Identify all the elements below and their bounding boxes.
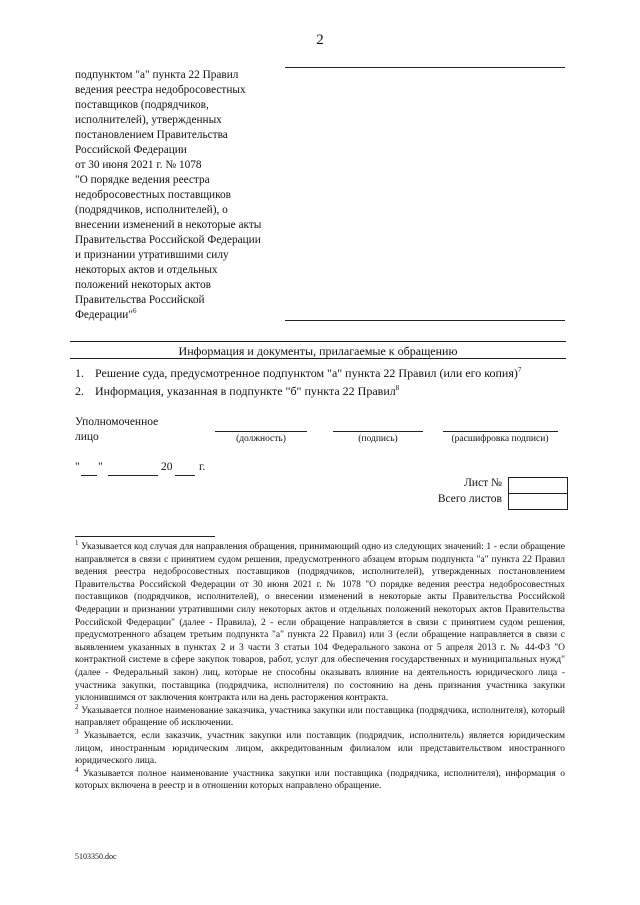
case-line: (подрядчиков, исполнителей), о	[75, 204, 228, 216]
position-caption: (должность)	[236, 434, 286, 444]
section-rule-top	[70, 341, 566, 342]
item-text: Решение суда, предусмотренное подпунктом "а" пункта 22 Правил (или его копия)	[95, 366, 518, 380]
footnotes	[75, 538, 566, 793]
total-sheets-box[interactable]	[508, 493, 568, 510]
footnote-mark: 4	[75, 765, 79, 774]
name-caption: (расшифровка подписи)	[451, 434, 549, 444]
date-year-field[interactable]	[175, 475, 195, 476]
footnote	[75, 702, 566, 730]
authorized-person-label-2: лицо	[75, 431, 99, 443]
sheet-number-box[interactable]	[508, 477, 568, 494]
footnote-mark: 1	[75, 538, 79, 547]
case-line: от 30 июня 2021 г. № 1078	[75, 159, 202, 171]
case-line: недобросовестных поставщиков	[75, 189, 231, 201]
date-quote-close: "	[98, 461, 103, 473]
signature-caption: (подпись)	[358, 434, 398, 444]
case-line	[75, 308, 285, 323]
date-day-field[interactable]	[81, 475, 97, 476]
signature-field[interactable]	[333, 431, 423, 432]
case-line: и признании утратившими силу	[75, 249, 229, 261]
case-line: исполнителей), утвержденных	[75, 114, 222, 126]
footnote-text: Указывается, если заказчик, участник закупки или поставщик (подрядчик, исполнитель) является юридическим лицом, иностранным юридическим лицом, аккредитованным филиалом или представительством иностранного юридического лица.	[75, 730, 565, 767]
footnote-text: Указывается полное наименование участника закупки или поставщика (подрядчика, исполнителя), информация о которых включена в реестр и в отношении которых направлено обращение.	[75, 768, 566, 792]
case-line: Правительства Российской Федерации	[75, 234, 261, 246]
footnote-ref: 8	[395, 384, 400, 392]
footnote-text: Указывается код случая для направления обращения, принимающий одно из следующих значений: 1 - если обращение направляется в связи с принятием судом решения, предусмотренного абзацем вторым подпункта "а" пункта 22 Правил ведения реестра недобросовестных поставщиков (подрядчиков, исполнителей), утвержденных постановлением Правительства Российской Федерации от 30 июня 2021 г. № 1078 "О порядке ведения реестра недобросовестных поставщиков (подрядчиков, исполнителей), о внесении изменений в некоторые акты Правительства Российской Федерации и признании утратившими силу некоторых актов и отдельных положений некоторых актов Правительства Российской Федерации" (далее - Правила), 2 - если обращение направляется в связи с принятием судом решения, предусмотренного абзацем третьим подпункта "а" пункта 22 Правил) или 3 (если обращение направляется в связи с выявлением указанных в пунктах 2 и 3 части 3 статьи 104 Федерального закона от 5 апреля 2013 г. № 44-ФЗ "О контрактной системе в сфере закупок товаров, работ, услуг для обеспечения государственных и муниципальных нужд" (далее - Федеральный закон) лиц, которые не способны оказывать влияние на деятельность юридического лица - участника закупки, поставщика (подрядчика, исполнителя) по состоянию на день признания участника закупки уклонившимся от заключения контракта или на день расторжения контракта.	[75, 542, 565, 704]
case-line: "О порядке ведения реестра	[75, 174, 210, 186]
date-quote-open: "	[75, 461, 80, 473]
position-field[interactable]	[215, 431, 307, 432]
name-field[interactable]	[443, 431, 558, 432]
entry-line-bottom[interactable]	[285, 320, 565, 321]
sheet-number-label: Лист №	[464, 477, 502, 489]
date-year-prefix: 20	[161, 461, 173, 473]
page-number: 2	[316, 32, 324, 48]
case-line: некоторых актов и отдельных	[75, 264, 218, 276]
case-line: постановлением Правительства	[75, 129, 228, 141]
footnote	[75, 765, 566, 793]
case-line: ведения реестра недобросовестных	[75, 84, 246, 96]
attachment-item	[75, 366, 521, 381]
case-line: Правительства Российской	[75, 294, 205, 306]
case-line: поставщиков (подрядчиков,	[75, 99, 209, 111]
footnote-ref: 6	[132, 307, 137, 316]
section-rule-bottom	[70, 358, 566, 359]
footnote-ref: 7	[517, 366, 522, 374]
case-line: внесении изменений в некоторые акты	[75, 219, 262, 231]
item-number: 1.	[75, 366, 84, 380]
case-line: положений некоторых актов	[75, 279, 211, 291]
section-title: Информация и документы, прилагаемые к обращению	[178, 344, 458, 358]
case-line: подпунктом "а" пункта 22 Правил	[75, 69, 239, 81]
date-year-suffix: г.	[199, 461, 206, 473]
authorized-person-label: Уполномоченное	[75, 416, 159, 428]
attachment-item	[75, 384, 399, 399]
footnote-mark: 2	[75, 702, 79, 711]
total-sheets-label: Всего листов	[437, 493, 502, 505]
case-description-block	[75, 68, 285, 323]
footnote-text: Указывается полное наименование заказчика, участника закупки или поставщика (подрядчика, исполнителя), который направляет обращение об исключении.	[75, 705, 566, 729]
entry-line-top[interactable]	[285, 67, 565, 68]
case-line-text: Федерации"	[75, 309, 133, 321]
item-number: 2.	[75, 384, 84, 398]
document-code: 5103350.doc	[75, 852, 117, 861]
date-month-field[interactable]	[108, 475, 158, 476]
footnote-mark: 3	[75, 727, 79, 736]
footnote	[75, 538, 565, 705]
footnote	[75, 727, 565, 768]
item-text: Информация, указанная в подпункте "б" пункта 22 Правил	[95, 384, 396, 398]
footnote-separator	[75, 536, 215, 537]
case-line: Российской Федерации	[75, 144, 187, 156]
